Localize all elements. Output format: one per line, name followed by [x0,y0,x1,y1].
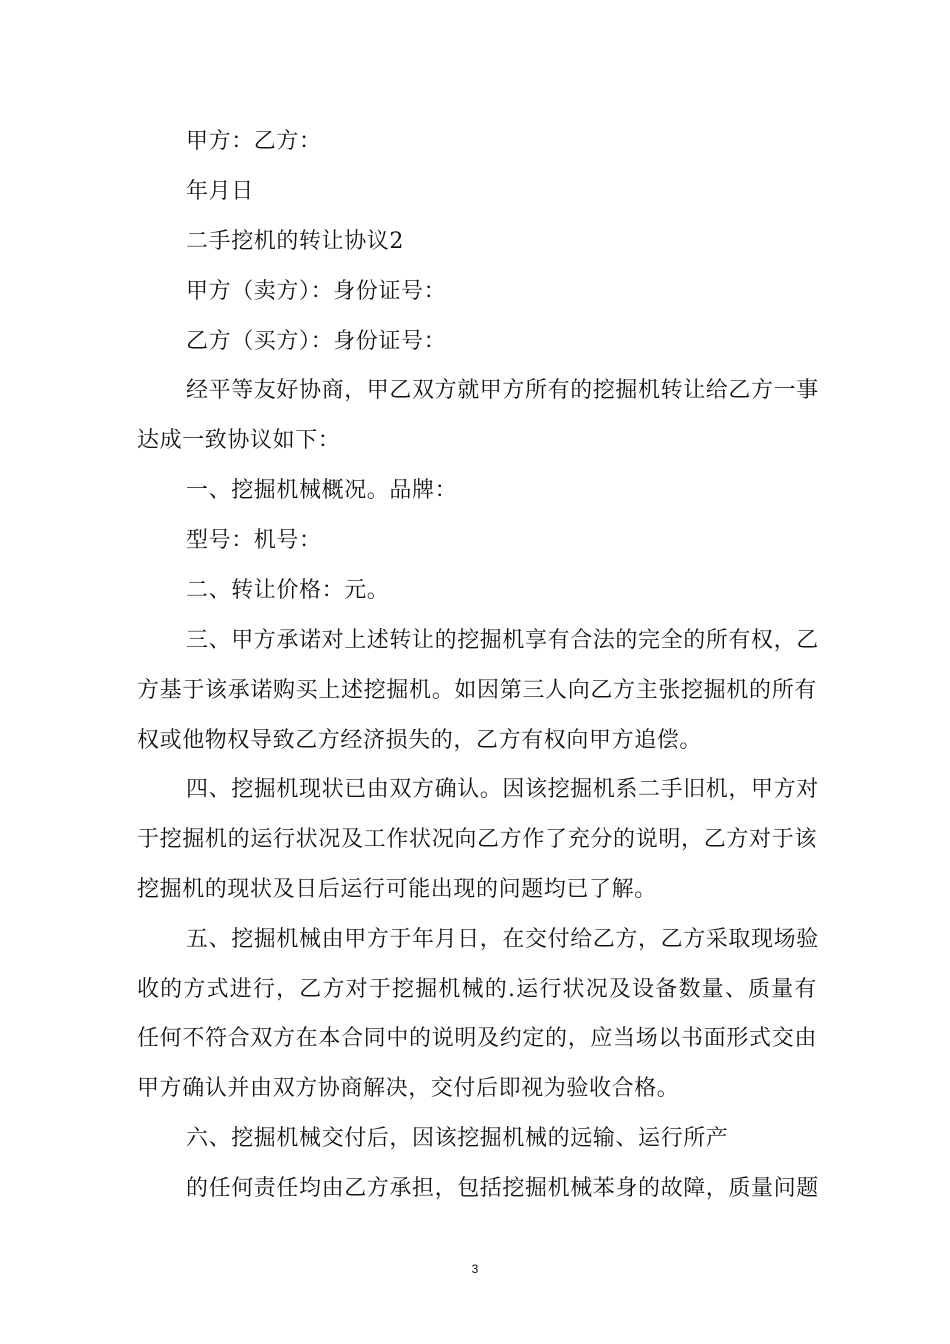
text-line: 的任何责任均由乙方承担，包括挖掘机械苯身的故障，质量问题 [186,1176,819,1201]
text-line: 一、挖掘机械概况。品牌： [186,478,458,503]
text-line: 甲方（卖方）：身份证号： [186,279,447,304]
text-line: 三、甲方承诺对上述转让的挖掘机享有合法的完全的所有权，乙 [186,628,819,653]
text-line: 经平等友好协商，甲乙双方就甲方所有的挖掘机转让给乙方一事 [186,378,819,403]
text-line: 型号：机号： [186,528,322,553]
text-line: 二、转让价格：元。 [186,578,390,603]
text-line: 权或他物权导致乙方经济损失的，乙方有权向甲方追偿。 [137,728,703,753]
text-line: 挖掘机的现状及日后运行可能出现的问题均已了解。 [137,877,657,902]
text-line: 乙方（买方）：身份证号： [186,329,447,354]
text-line: 收的方式进行，乙方对于挖掘机械的.运行状况及设备数量、质量有 [137,977,817,1002]
text-line: 二手挖机的转让协议2 [186,229,404,254]
text-line: 年月日 [186,179,254,204]
text-line: 六、挖掘机械交付后，因该挖掘机械的远输、运行所产 [186,1126,729,1151]
text-line: 任何不符合双方在本合同中的说明及约定的，应当场以书面形式交由 [137,1026,817,1051]
text-line: 甲方确认并由双方协商解决，交付后即视为验收合格。 [137,1076,680,1101]
page-number: 3 [471,1262,479,1276]
text-line: 五、挖掘机械由甲方于年月日，在交付给乙方，乙方采取现场验 [186,927,819,952]
text-line: 方基于该承诺购买上述挖掘机。如因第三人向乙方主张挖掘机的所有 [137,678,817,703]
text-line: 达成一致协议如下： [137,428,341,453]
text-line: 于挖掘机的运行状况及工作状况向乙方作了充分的说明，乙方对于该 [137,827,817,852]
text-line: 四、挖掘机现状已由双方确认。因该挖掘机系二手旧机，甲方对 [186,777,819,802]
text-line: 甲方：乙方： [186,129,322,154]
